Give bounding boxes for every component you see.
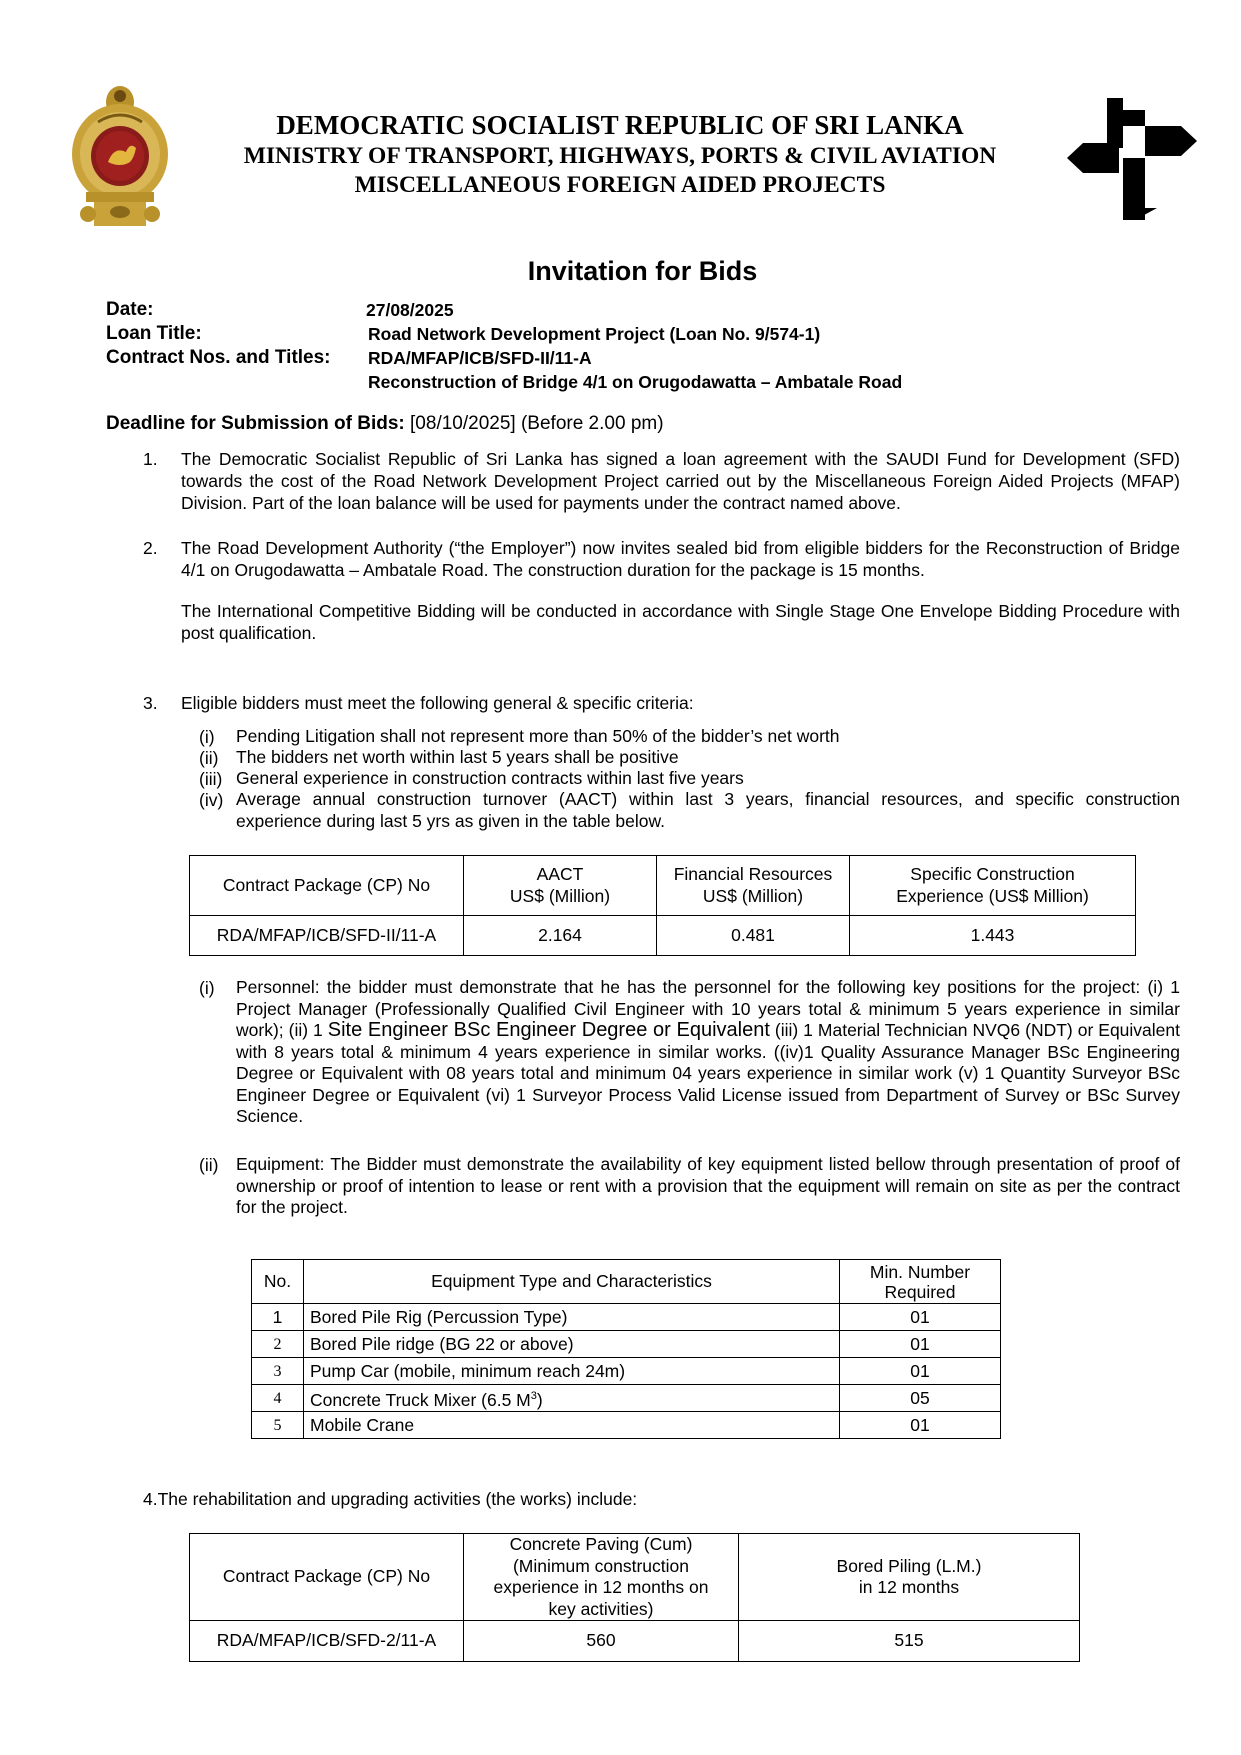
table-cell: Mobile Crane xyxy=(304,1412,840,1439)
criteria-1-number: (i) xyxy=(199,727,215,747)
para-1: The Democratic Socialist Republic of Sri Lanka has signed a loan agreement with the SAUDI Fund for Development (SFD) towards the cost of the Road Network Development Project carried out by the Miscellaneous Foreign Aided Projects (MFAP) Division. Part of the loan balance will be used for payments under the contract named above. xyxy=(181,449,1180,513)
criteria-4-number: (iv) xyxy=(199,790,224,810)
table-header: Financial Resources US$ (Million) xyxy=(657,856,850,916)
table-cell xyxy=(304,1385,840,1412)
sri-lanka-emblem-icon xyxy=(68,82,172,230)
unit-superscript: 3 xyxy=(530,1389,537,1402)
table-cell: 05 xyxy=(840,1385,1001,1412)
equipment-paragraph: Equipment: The Bidder must demonstrate the availability of key equipment listed bellow through presentation of proof of ownership or proof of intention to lease or rent with a provision that the equipment will remain on site as per the contract for the project. xyxy=(236,1154,1180,1217)
table-cell: RDA/MFAP/ICB/SFD-II/11-A xyxy=(190,916,464,956)
table-row xyxy=(252,1304,1001,1331)
equipment-type-end: ) xyxy=(536,1389,543,1410)
table-row xyxy=(252,1331,1001,1358)
para-2: The Road Development Authority (“the Employer”) now invites sealed bid from eligible bidders for the Reconstruction of Bridge 4/1 on Orugodawatta – Ambatale Road. The construction duration for the package is 15 months. xyxy=(181,538,1180,580)
table-header-row xyxy=(190,1534,1080,1621)
table-row xyxy=(252,1385,1001,1412)
personnel-number: (i) xyxy=(199,978,215,998)
criteria-1: Pending Litigation shall not represent more than 50% of the bidder’s net worth xyxy=(236,726,840,746)
table-header: Contract Package (CP) No xyxy=(190,856,464,916)
table-header: Bored Piling (L.M.) in 12 months xyxy=(739,1534,1080,1621)
table-cell: Bored Pile ridge (BG 22 or above) xyxy=(304,1331,840,1358)
table-cell: Bored Pile Rig (Percussion Type) xyxy=(304,1304,840,1331)
personnel-text-a: Personnel: the bidder must demonstrate that he has the personnel for the following key positions for the project: (i) 1 Project Manager (Professionally Qualified Civil Engineer with 10 years total & minimum 5 years experience in similar work); (ii) 1 xyxy=(236,977,1180,1040)
table-cell: 01 xyxy=(840,1304,1001,1331)
table-row xyxy=(252,1358,1001,1385)
table-cell: 515 xyxy=(739,1621,1080,1662)
date-row xyxy=(106,299,1156,323)
loan-value: Road Network Development Project (Loan No. 9/574-1) xyxy=(368,324,821,344)
table-cell: 1 xyxy=(252,1304,304,1331)
criteria-4: Average annual construction turnover (AACT) within last 3 years, financial resources, and specific construction experience during last 5 yrs as given in the table below. xyxy=(236,789,1180,831)
table-row xyxy=(252,1412,1001,1439)
table-row xyxy=(190,916,1136,956)
deadline-label: Deadline for Submission of Bids: xyxy=(106,413,405,434)
equipment-type: Concrete Truck Mixer (6.5 M xyxy=(310,1389,531,1410)
table-row xyxy=(190,1621,1080,1662)
equipment-number: (ii) xyxy=(199,1155,219,1175)
criteria-2-number: (ii) xyxy=(199,748,219,768)
personnel-text-b: (iii) 1 Material Technician NVQ6 (NDT) or Equivalent with 8 years total & minimum 4 years experience in similar works. ((iv)1 Quality Assurance Manager BSc Engineering Degree or Equivalent with 08 years total and minimum 04 years experience in similar work (v) 1 Quantity Surveyor BSc Engineer Degree or Equivalent (vi) 1 Surveyor Process Valid License issued from Department of Survey or BSc Survey Science. xyxy=(236,1020,1180,1126)
table-cell: 2 xyxy=(252,1331,304,1358)
header-country: DEMOCRATIC SOCIALIST REPUBLIC OF SRI LANKA xyxy=(276,110,964,140)
table-header: Concrete Paving (Cum) (Minimum construction experience in 12 months on key activities) xyxy=(464,1534,739,1621)
table-cell: 560 xyxy=(464,1621,739,1662)
header-projects: MISCELLANEOUS FOREIGN AIDED PROJECTS xyxy=(354,172,886,198)
criteria-3: General experience in construction contracts within last five years xyxy=(236,768,744,788)
loan-label: Loan Title: xyxy=(106,323,202,344)
para-1-number: 1. xyxy=(143,449,158,469)
table-cell: 0.481 xyxy=(657,916,850,956)
table-cell: 01 xyxy=(840,1412,1001,1439)
contract-title: Reconstruction of Bridge 4/1 on Orugodawatta – Ambatale Road xyxy=(368,372,903,392)
contract-label: Contract Nos. and Titles: xyxy=(106,347,331,368)
deadline-date: [08/10/2025] xyxy=(410,413,516,434)
table-header: Specific Construction Experience (US$ Million) xyxy=(850,856,1136,916)
table-cell: 5 xyxy=(252,1412,304,1439)
contract-title-row xyxy=(106,371,1156,395)
table-header: Equipment Type and Characteristics xyxy=(304,1260,840,1304)
para-4: 4.The rehabilitation and upgrading activities (the works) include: xyxy=(143,1489,638,1509)
criteria-2: The bidders net worth within last 5 years shall be positive xyxy=(236,747,679,767)
document-title: Invitation for Bids xyxy=(527,256,758,286)
table-header: No. xyxy=(252,1260,304,1304)
table-header-row xyxy=(252,1260,1001,1304)
table-cell: 01 xyxy=(840,1331,1001,1358)
financial-criteria-table xyxy=(189,855,1136,956)
date-label: Date: xyxy=(106,299,154,320)
personnel-text-highlight: Site Engineer BSc Engineer Degree or Equivalent xyxy=(327,1019,770,1041)
table-header-row xyxy=(190,856,1136,916)
works-table xyxy=(189,1533,1080,1662)
para-3: Eligible bidders must meet the following general & specific criteria: xyxy=(181,693,694,713)
table-cell: 01 xyxy=(840,1358,1001,1385)
table-header: Contract Package (CP) No xyxy=(190,1534,464,1621)
deadline-time: (Before 2.00 pm) xyxy=(520,413,664,434)
para-2b: The International Competitive Bidding will be conducted in accordance with Single Stage One Envelope Bidding Procedure with post qualification. xyxy=(181,601,1180,643)
table-cell: 2.164 xyxy=(464,916,657,956)
criteria-3-number: (iii) xyxy=(199,769,223,789)
loan-row xyxy=(106,323,1156,347)
para-3-number: 3. xyxy=(143,693,158,713)
personnel-paragraph xyxy=(236,977,1180,1128)
table-cell: 4 xyxy=(252,1385,304,1412)
table-header: Min. Number Required xyxy=(840,1260,1001,1304)
para-2-number: 2. xyxy=(143,538,158,558)
deadline xyxy=(106,413,664,435)
equipment-table xyxy=(251,1259,1001,1439)
table-cell: 1.443 xyxy=(850,916,1136,956)
date-value: 27/08/2025 xyxy=(366,300,454,320)
table-cell: RDA/MFAP/ICB/SFD-2/11-A xyxy=(190,1621,464,1662)
table-cell: Pump Car (mobile, minimum reach 24m) xyxy=(304,1358,840,1385)
table-header: AACT US$ (Million) xyxy=(464,856,657,916)
header-ministry: MINISTRY OF TRANSPORT, HIGHWAYS, PORTS & CIVIL AVIATION xyxy=(243,143,997,169)
rda-logo-icon xyxy=(1067,98,1201,220)
contract-number: RDA/MFAP/ICB/SFD-II/11-A xyxy=(368,348,592,368)
contract-row xyxy=(106,347,1156,371)
bid-metadata xyxy=(106,299,1156,395)
table-cell: 3 xyxy=(252,1358,304,1385)
